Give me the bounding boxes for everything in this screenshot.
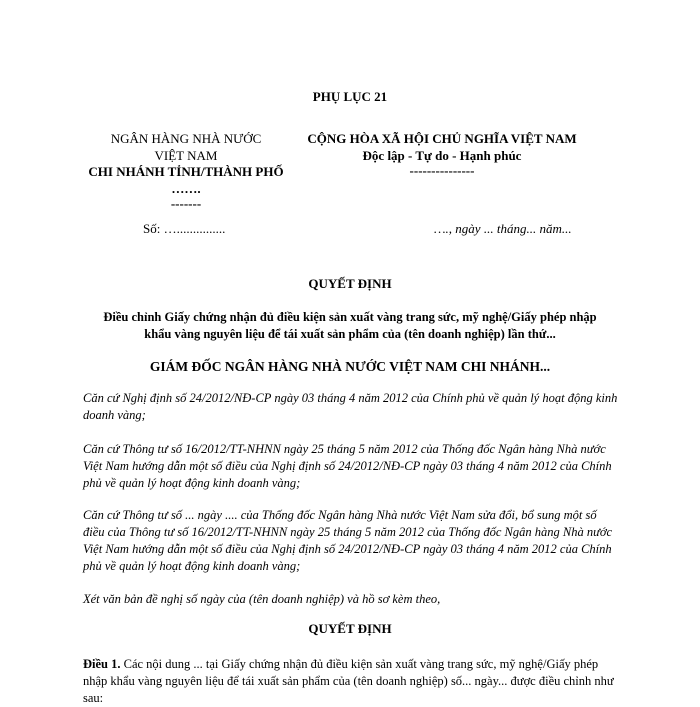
national-divider: ---------------: [409, 163, 475, 178]
decision-heading: QUYẾT ĐỊNH: [308, 621, 392, 636]
article-1: [83, 656, 618, 707]
issuer-director: GIÁM ĐỐC NGÂN HÀNG NHÀ NƯỚC VIỆT NAM CHI NHÁNH...: [149, 359, 551, 374]
issuer-divider: -------: [170, 196, 202, 211]
consideration-paragraph: Xét văn bản đề nghị số ngày của (tên doanh nghiệp) và hồ sơ kèm theo,: [83, 592, 441, 606]
decision-subject: Điều chỉnh Giấy chứng nhận đủ điều kiện sản xuất vàng trang sức, mỹ nghệ/Giấy phép nhập khẩu vàng nguyên liệu để tái xuất sản phẩm của (tên doanh nghiệp) lần thứ...: [103, 310, 597, 341]
issuer-branch: CHI NHÁNH TỈNH/THÀNH PHỐ: [88, 164, 284, 179]
appendix-label: PHỤ LỤC 21: [312, 89, 388, 104]
issuer-line-1: NGÂN HÀNG NHÀ NƯỚC: [110, 131, 262, 146]
document-date: …., ngày ... tháng... năm...: [434, 221, 572, 236]
decision-title: QUYẾT ĐỊNH: [308, 276, 392, 291]
legal-basis-paragraph: Căn cứ Nghị định số 24/2012/NĐ-CP ngày 03 tháng 4 năm 2012 của Chính phủ về quản lý hoạt động kinh doanh vàng;: [83, 391, 618, 422]
article-1-label: Điều 1.: [83, 657, 121, 671]
national-motto: Độc lập - Tự do - Hạnh phúc: [362, 148, 522, 163]
article-1-text: Các nội dung ... tại Giấy chứng nhận đủ điều kiện sản xuất vàng trang sức, mỹ nghệ/Giấy phép nhập khẩu vàng nguyên liệu để tái xuất sản phẩm của (tên doanh nghiệp) số... ngày... được điều chỉnh như sau:: [83, 657, 614, 705]
legal-basis-paragraph: Căn cứ Thông tư số 16/2012/TT-NHNN ngày 25 tháng 5 năm 2012 của Thống đốc Ngân hàng Nhà nước Việt Nam hướng dẫn một số điều của Nghị định số 24/2012/NĐ-CP ngày 03 tháng 4 năm 2012 của Chính phủ về quản lý hoạt động kinh doanh vàng;: [83, 442, 612, 490]
national-title: CỘNG HÒA XÃ HỘI CHỦ NGHĨA VIỆT NAM: [307, 131, 577, 146]
document-number: Số: …...............: [143, 221, 226, 236]
issuer-line-2: VIỆT NAM: [154, 148, 218, 163]
issuer-branch-dots: …….: [171, 181, 201, 196]
legal-basis-paragraph: Căn cứ Thông tư số ... ngày .... của Thống đốc Ngân hàng Nhà nước Việt Nam sửa đổi, bổ sung một số điều của Thông tư số 16/2012/TT-NHNN ngày 25 tháng 5 năm 2012 của Thống đốc Ngân hàng Nhà nước Việt Nam hướng dẫn một số điều của Nghị định số 24/2012/NĐ-CP ngày 03 tháng 4 năm 2012 của Chính phủ về quản lý hoạt động kinh doanh vàng;: [83, 508, 613, 573]
